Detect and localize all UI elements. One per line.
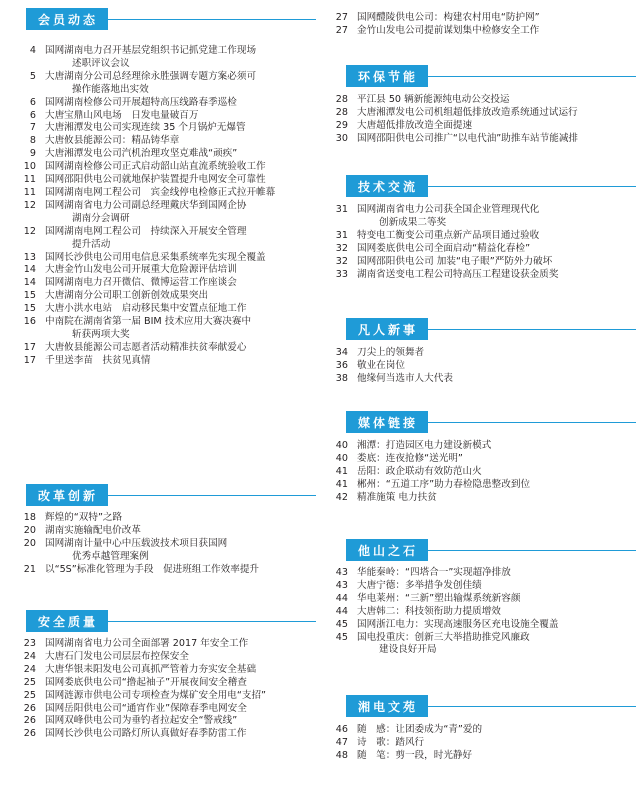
entry-title: 大唐石门发电公司层层布控保安全 — [45, 650, 189, 662]
toc-entry[interactable] — [10, 512, 259, 525]
page-number: 15 — [23, 290, 36, 302]
toc-entry[interactable] — [10, 110, 275, 123]
page-number: 34 — [335, 347, 348, 358]
entry-title: 金竹山发电公司提前谋划集中检修安全工作 — [357, 24, 540, 36]
entry-title: 国网双峰供电公司为垂钓者拉起安全“警戒线” — [45, 715, 238, 727]
section-title: 技术交流 — [346, 175, 428, 197]
toc-entry[interactable] — [322, 479, 530, 492]
entry-title-continuation: 提升活动 — [72, 238, 111, 250]
entry-title: 大唐宝鼎山风电场 日发电量破百万 — [45, 109, 199, 121]
toc-entry[interactable] — [10, 728, 266, 741]
toc-list-media — [322, 440, 530, 505]
entry-title: 他缘何当选市人大代表 — [357, 372, 453, 384]
page-number: 29 — [335, 119, 348, 131]
entry-title: 平江县 50 辆新能源纯电动公交投运 — [357, 94, 510, 105]
page-number: 31 — [335, 204, 348, 215]
entry-title: 国网邵阳供电公司就地保护装置提升电网安全可靠性 — [45, 174, 266, 186]
section-rule — [428, 422, 636, 423]
entry-title: 诗 歌：踏风行 — [357, 736, 425, 748]
toc-entry[interactable] — [10, 316, 275, 329]
entry-title: 国网湖南电网工程公司 宾金线停电检修正式拉开帷幕 — [45, 186, 276, 198]
entry-title-continuation: 操作能落地出实效 — [72, 83, 149, 95]
toc-entry[interactable] — [10, 277, 275, 290]
toc-entry[interactable] — [322, 256, 558, 269]
page-number: 32 — [335, 255, 348, 267]
section-title: 湘电文苑 — [346, 695, 428, 717]
page-number: 10 — [23, 161, 36, 173]
page-number: 24 — [23, 663, 36, 675]
toc-entry[interactable] — [10, 715, 266, 728]
toc-list-people — [322, 347, 453, 386]
page-number: 44 — [335, 592, 348, 604]
toc-list-tech — [322, 204, 558, 281]
toc-entry[interactable] — [322, 440, 530, 453]
page-number: 42 — [335, 491, 348, 503]
page-number: 38 — [335, 372, 348, 384]
toc-entry[interactable] — [322, 243, 558, 256]
page-number: 8 — [29, 135, 36, 147]
page-number: 43 — [335, 567, 348, 578]
toc-entry[interactable] — [10, 290, 275, 303]
entry-title: 华电莱州：“三新”塑出输煤系统新容颜 — [357, 592, 521, 604]
entry-title-continuation: 创新成果二等奖 — [379, 216, 447, 228]
section-header-media — [346, 411, 636, 433]
page-number: 45 — [335, 631, 348, 643]
page-number: 28 — [335, 106, 348, 118]
toc-entry[interactable] — [10, 264, 275, 277]
page-number: 46 — [335, 724, 348, 735]
entry-title: 大唐华银耒阳发电公司真抓严管着力夯实安全基础 — [45, 663, 257, 675]
section-title: 环保节能 — [346, 65, 428, 87]
toc-entry[interactable] — [10, 252, 275, 265]
toc-list-other-mountains — [322, 567, 558, 657]
page-number: 32 — [335, 242, 348, 254]
page-number: 26 — [23, 728, 36, 740]
toc-entry[interactable] — [10, 355, 275, 368]
section-header-reform — [26, 484, 316, 506]
entry-title: 随 感：让团委成为“青”爱的 — [357, 724, 483, 735]
toc-entry[interactable] — [322, 567, 558, 580]
toc-list-safety — [10, 638, 266, 741]
toc-entry[interactable] — [10, 525, 259, 538]
page-number: 30 — [335, 132, 348, 144]
toc-entry[interactable] — [10, 148, 275, 161]
entry-title: 国网岳阳供电公司“通宵作业”保障春季电网安全 — [45, 702, 247, 714]
entry-title: 岳阳：政企联动有效防范山火 — [357, 465, 482, 477]
toc-entry[interactable] — [10, 638, 266, 651]
entry-title: 国网醴陵供电公司：构建农村用电“防护网” — [357, 12, 540, 23]
toc-entry[interactable] — [322, 94, 578, 107]
entry-title-continuation: 优秀卓越管理案例 — [72, 550, 149, 562]
entry-title: 国网娄底供电公司全面启动“精益化春检” — [357, 242, 531, 254]
section-title: 安全质量 — [26, 610, 108, 632]
toc-entry[interactable] — [322, 269, 558, 282]
toc-entry[interactable] — [10, 135, 275, 148]
page-number: 6 — [29, 96, 36, 108]
entry-title: 大唐湖南分公司职工创新创效成果突出 — [45, 290, 209, 302]
toc-entry[interactable] — [322, 724, 482, 737]
entry-title: 精准施策 电力扶贫 — [357, 491, 437, 503]
toc-entry[interactable] — [322, 593, 558, 606]
page-number: 15 — [23, 303, 36, 315]
toc-entry[interactable] — [322, 133, 578, 146]
section-header-literature — [346, 695, 636, 717]
page-number: 47 — [335, 736, 348, 748]
toc-entry[interactable] — [322, 580, 558, 593]
toc-entry[interactable] — [10, 187, 275, 200]
section-header-members — [26, 8, 316, 30]
entry-title: 国网湖南电力召开基层党组织书记抓党建工作现场 — [45, 45, 257, 56]
entry-title: 国网湖南检修公司开展超特高压线路春季巡检 — [45, 96, 237, 108]
entry-title: 大唐攸县能源公司：精品铸华章 — [45, 135, 180, 147]
section-title: 改革创新 — [26, 484, 108, 506]
entry-title: 湖南省送变电工程公司特高压工程建设获金质奖 — [357, 268, 559, 280]
section-rule — [428, 329, 636, 330]
toc-list-members — [10, 45, 275, 368]
toc-list-safety-cont — [322, 12, 540, 38]
page-number: 27 — [335, 24, 348, 36]
page-number: 4 — [29, 45, 36, 56]
toc-entry[interactable] — [10, 200, 275, 213]
page-number: 45 — [335, 618, 348, 630]
toc-entry[interactable] — [322, 347, 453, 360]
page-number: 21 — [23, 563, 36, 575]
page-number: 14 — [23, 277, 36, 289]
toc-entry[interactable] — [322, 204, 558, 217]
toc-entry[interactable] — [322, 107, 578, 120]
toc-entry[interactable] — [10, 97, 275, 110]
page-number: 43 — [335, 579, 348, 591]
toc-entry[interactable] — [10, 664, 266, 677]
toc-entry[interactable] — [10, 161, 275, 174]
entry-title: 国网邵阳供电公司 加装“电子眼”严防外力破坏 — [357, 255, 553, 267]
page-number: 17 — [23, 341, 36, 353]
section-rule — [428, 706, 636, 707]
toc-entry[interactable] — [10, 703, 266, 716]
page-number: 27 — [335, 12, 348, 23]
entry-title: 国网湖南电力召开微信、微博运营工作座谈会 — [45, 277, 237, 289]
page-number: 9 — [29, 148, 36, 160]
section-rule — [108, 621, 316, 622]
page-number: 40 — [335, 440, 348, 451]
page-number: 23 — [23, 638, 36, 649]
entry-title: 国网湖南检修公司正式启动韶山站直流系统验收工作 — [45, 161, 266, 173]
entry-title-continuation: 建设良好开局 — [379, 644, 437, 656]
page-number: 36 — [335, 359, 348, 371]
entry-title: 国网浙江电力：实现高速服务区充电设施全覆盖 — [357, 618, 559, 630]
entry-title: 辉煌的“双特”之路 — [45, 512, 123, 523]
toc-entry[interactable] — [322, 492, 530, 505]
entry-title: 国电投重庆：创新三大举措助推党风廉政 — [357, 631, 530, 643]
page-number: 40 — [335, 452, 348, 464]
entry-title: 中南院在湖南省第一届 BIM 技术应用大赛决赛中 — [45, 316, 252, 328]
toc-entry[interactable] — [10, 226, 275, 239]
toc-entry[interactable] — [10, 122, 275, 135]
page-number: 20 — [23, 524, 36, 536]
toc-entry[interactable] — [322, 360, 453, 373]
toc-entry[interactable] — [10, 677, 266, 690]
entry-title: 国网湖南电网工程公司 持续深入开展安全管理 — [45, 225, 247, 237]
page-number: 12 — [23, 199, 36, 211]
toc-entry[interactable] — [10, 342, 275, 355]
page-number: 26 — [23, 702, 36, 714]
section-header-tech — [346, 175, 636, 197]
page-number: 25 — [23, 676, 36, 688]
entry-title: 国网长沙供电公司用电信息采集系统率先实现全覆盖 — [45, 251, 266, 263]
entry-title: 大唐韩二：科技领衔助力提质增效 — [357, 605, 501, 617]
entry-title-continuation: 湖南分会调研 — [72, 212, 130, 224]
page-number: 41 — [335, 465, 348, 477]
toc-entry[interactable] — [10, 174, 275, 187]
section-rule — [428, 550, 636, 551]
entry-title: 国网湖南计量中心中压载波技术项目获国网 — [45, 537, 228, 549]
toc-entry[interactable] — [322, 606, 558, 619]
toc-entry[interactable] — [10, 71, 275, 84]
entry-title: 湘潭：打造园区电力建设新模式 — [357, 440, 492, 451]
entry-title: 国网湖南省电力公司获全国企业管理现代化 — [357, 204, 540, 215]
toc-entry[interactable] — [10, 303, 275, 316]
page-number: 11 — [23, 174, 36, 186]
page-number: 44 — [335, 605, 348, 617]
page-number: 25 — [23, 689, 36, 701]
entry-title: 国网湖南省电力公司副总经理戴庆华到国网企协 — [45, 199, 247, 211]
page-number: 14 — [23, 264, 36, 276]
page-number: 33 — [335, 268, 348, 280]
entry-title: 华能秦岭：“四塔合一”实现超净排放 — [357, 567, 511, 578]
toc-entry[interactable] — [322, 120, 578, 133]
section-header-people — [346, 318, 636, 340]
toc-entry[interactable] — [322, 453, 530, 466]
toc-entry[interactable] — [322, 12, 540, 25]
entry-title: 大唐超低排放改造全面提速 — [357, 119, 473, 131]
page-number: 24 — [23, 650, 36, 662]
page-number: 11 — [23, 186, 36, 198]
section-header-safety — [26, 610, 316, 632]
toc-entry[interactable] — [322, 466, 530, 479]
toc-entry[interactable] — [322, 737, 482, 750]
section-rule — [108, 495, 316, 496]
section-rule — [428, 76, 636, 77]
page-number: 5 — [29, 70, 36, 82]
entry-title: 敬业在岗位 — [357, 359, 405, 371]
entry-title: 刀尖上的领舞者 — [357, 347, 425, 358]
toc-entry[interactable] — [322, 632, 558, 645]
page-number: 7 — [29, 122, 36, 134]
page-number: 12 — [23, 225, 36, 237]
toc-entry[interactable] — [10, 538, 259, 551]
toc-entry[interactable] — [10, 690, 266, 703]
toc-entry[interactable] — [322, 750, 482, 763]
entry-title: 国网涟源市供电公司专项检查为煤矿安全用电“支招” — [45, 689, 267, 701]
entry-title: 以“5S”标准化管理为手段 促进班组工作效率提升 — [45, 563, 260, 575]
toc-entry[interactable] — [10, 564, 259, 577]
entry-title: 大唐金竹山发电公司开展重大危险源评估培训 — [45, 264, 237, 276]
page-number: 16 — [23, 316, 36, 328]
toc-list-reform — [10, 512, 259, 577]
entry-title: 国网长沙供电公司路灯所认真做好春季防雷工作 — [45, 728, 247, 740]
page-number: 28 — [335, 94, 348, 105]
toc-entry[interactable] — [322, 373, 453, 386]
page-number: 6 — [29, 109, 36, 121]
entry-title-continuation: 斩获两项大奖 — [72, 328, 130, 340]
entry-title: 大唐湘潭发电公司实现连续 35 个月锅炉无爆管 — [45, 122, 246, 134]
entry-title: 大唐宁德：多举措争发创佳绩 — [357, 579, 482, 591]
section-title: 凡人新事 — [346, 318, 428, 340]
entry-title: 千里送李苗 扶贫见真情 — [45, 354, 151, 366]
entry-title: 国网娄底供电公司“撸起袖子”开展夜间安全稽查 — [45, 676, 247, 688]
entry-title-continuation: 述职评议会议 — [72, 57, 130, 69]
toc-entry[interactable] — [322, 619, 558, 632]
toc-entry[interactable] — [322, 230, 558, 243]
entry-title: 湖南实施输配电价改革 — [45, 524, 141, 536]
page-number: 41 — [335, 478, 348, 490]
entry-title: 大唐小洪水电站 启动移民集中安置点征地工作 — [45, 303, 247, 315]
section-header-environment — [346, 65, 636, 87]
toc-list-environment — [322, 94, 578, 146]
entry-title: 郴州：“五道工序”助力春检隐患整改到位 — [357, 478, 531, 490]
section-title: 他山之石 — [346, 539, 428, 561]
toc-entry[interactable] — [10, 45, 275, 58]
page-number: 48 — [335, 749, 348, 761]
entry-title: 国网邵阳供电公司推广“以电代油”助推车站节能减排 — [357, 132, 579, 144]
page-number: 18 — [23, 512, 36, 523]
entry-title: 大唐攸县能源公司志愿者活动精准扶贫奉献爱心 — [45, 341, 247, 353]
page-number: 13 — [23, 251, 36, 263]
entry-title: 大唐湘潭发电公司机组超低排放改造系统通过试运行 — [357, 106, 578, 118]
entry-title: 国网湖南省电力公司全面部署 2017 年安全工作 — [45, 638, 249, 649]
section-title: 会员动态 — [26, 8, 108, 30]
page-number: 20 — [23, 537, 36, 549]
entry-title: 特变电工衡变公司重点新产品项目通过验收 — [357, 229, 540, 241]
entry-title: 大唐湘潭发电公司汽机治理攻坚克难战“顽疾” — [45, 148, 238, 160]
entry-title: 娄底：连夜抢修“送光明” — [357, 452, 463, 464]
toc-list-literature — [322, 724, 482, 763]
section-rule — [108, 19, 316, 20]
entry-title: 随 笔：剪一段，时光静好 — [357, 749, 473, 761]
toc-entry[interactable] — [10, 651, 266, 664]
toc-entry[interactable] — [322, 25, 540, 38]
page-number: 26 — [23, 715, 36, 727]
section-rule — [428, 186, 636, 187]
entry-title: 大唐湖南分公司总经理徐永胜强调专题方案必须可 — [45, 70, 257, 82]
page-number: 31 — [335, 229, 348, 241]
section-header-other-mountains — [346, 539, 636, 561]
section-title: 媒体链接 — [346, 411, 428, 433]
page-number: 17 — [23, 354, 36, 366]
